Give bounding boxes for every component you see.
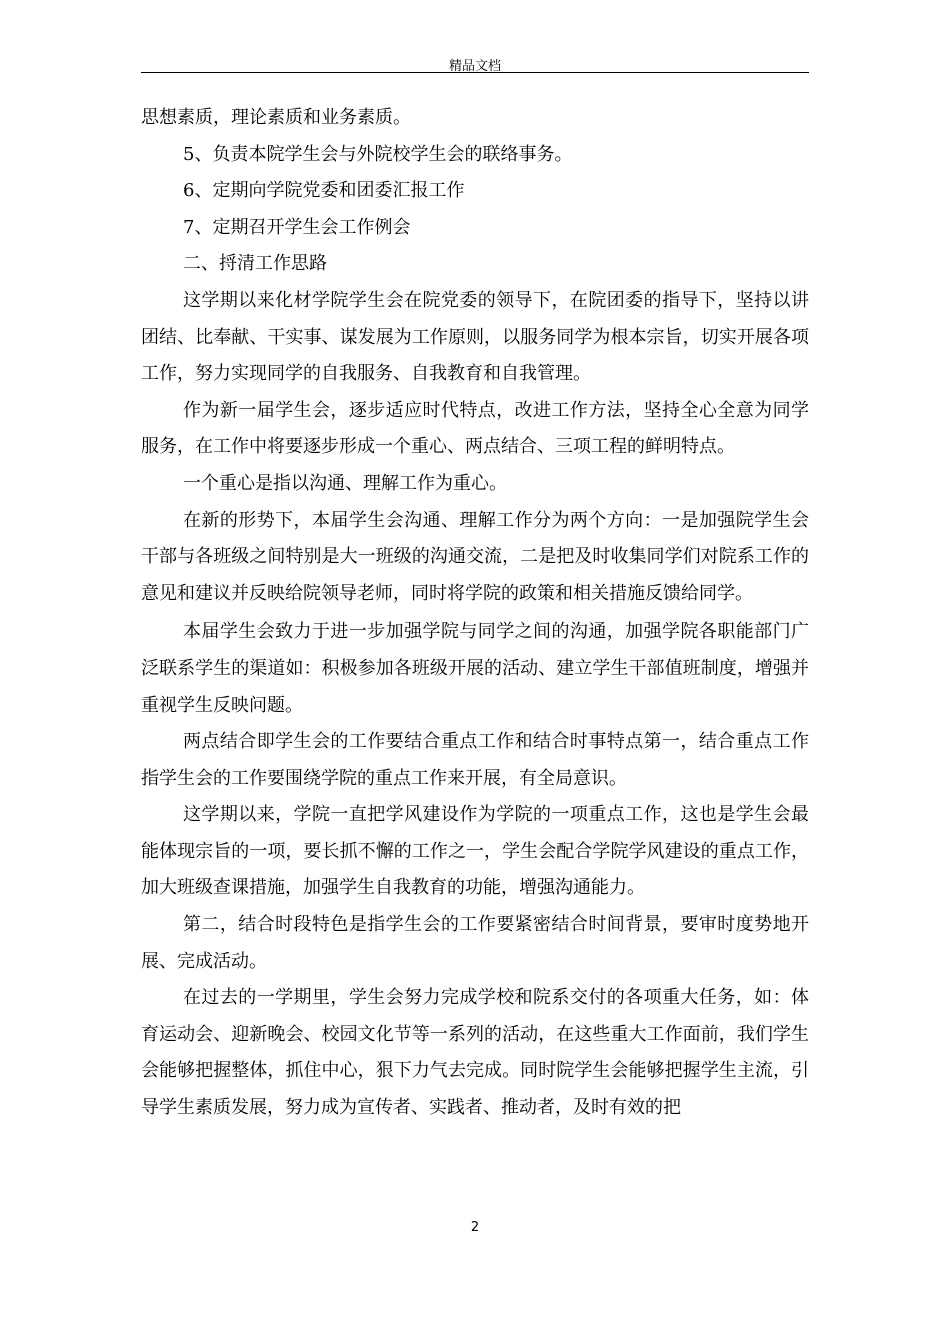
paragraph: 作为新一届学生会，逐步适应时代特点，改进工作方法，坚持全心全意为同学服务，在工作中将要逐步形成一个重心、两点结合、三项工程的鲜明特点。 — [141, 399, 809, 458]
paragraph: 一个重心是指以沟通、理解工作为重心。 — [183, 472, 507, 494]
paragraph: 这学期以来，学院一直把学风建设作为学院的一项重点工作，这也是学生会最能体现宗旨的一项，要长抓不懈的工作之一，学生会配合学院学风建设的重点工作，加大班级查课措施，加强学生自我教育的功能，增强沟通能力。 — [141, 804, 809, 899]
page-number: 2 — [470, 1220, 480, 1235]
list-item-6: 6、定期向学院党委和团委汇报工作 — [183, 180, 465, 202]
paragraph-continuation: 思想素质，理论素质和业务素质。 — [141, 107, 411, 128]
page-header-title: 精品文档 — [448, 59, 501, 74]
document-body — [141, 100, 809, 1127]
header-divider — [141, 72, 809, 73]
paragraph: 两点结合即学生会的工作要结合重点工作和结合时事特点第一，结合重点工作指学生会的工作要围绕学院的重点工作来开展，有全局意识。 — [141, 731, 809, 789]
list-item-5: 5、负责本院学生会与外院校学生会的联络事务。 — [183, 143, 573, 165]
paragraph: 在新的形势下，本届学生会沟通、理解工作分为两个方向：一是加强院学生会干部与各班级之间特别是大一班级的沟通交流，二是把及时收集同学们对院系工作的意见和建议并反映给院领导老师，同时将学院的政策和相关措施反馈给同学。 — [141, 509, 809, 604]
paragraph: 本届学生会致力于进一步加强学院与同学之间的沟通，加强学院各职能部门广泛联系学生的渠道如：积极参加各班级开展的活动、建立学生干部值班制度，增强并重视学生反映问题。 — [141, 621, 809, 716]
paragraph: 在过去的一学期里，学生会努力完成学校和院系交付的各项重大任务，如：体育运动会、迎新晚会、校园文化节等一系列的活动，在这些重大工作面前，我们学生会能够把握整体，抓住中心，狠下力气去完成。同时院学生会能够把握学生主流，引导学生素质发展，努力成为宣传者、实践者、推动者，及时有效的把 — [141, 987, 809, 1119]
paragraph: 这学期以来化材学院学生会在院党委的领导下，在院团委的指导下，坚持以讲团结、比奉献、干实事、谋发展为工作原则，以服务同学为根本宗旨，切实开展各项工作，努力实现同学的自我服务、自我教育和自我管理。 — [141, 289, 809, 385]
section-heading: 二、捋清工作思路 — [183, 253, 327, 275]
list-item-7: 7、定期召开学生会工作例会 — [183, 216, 411, 238]
paragraph: 第二，结合时段特色是指学生会的工作要紧密结合时间背景，要审时度势地开展、完成活动。 — [141, 914, 809, 972]
